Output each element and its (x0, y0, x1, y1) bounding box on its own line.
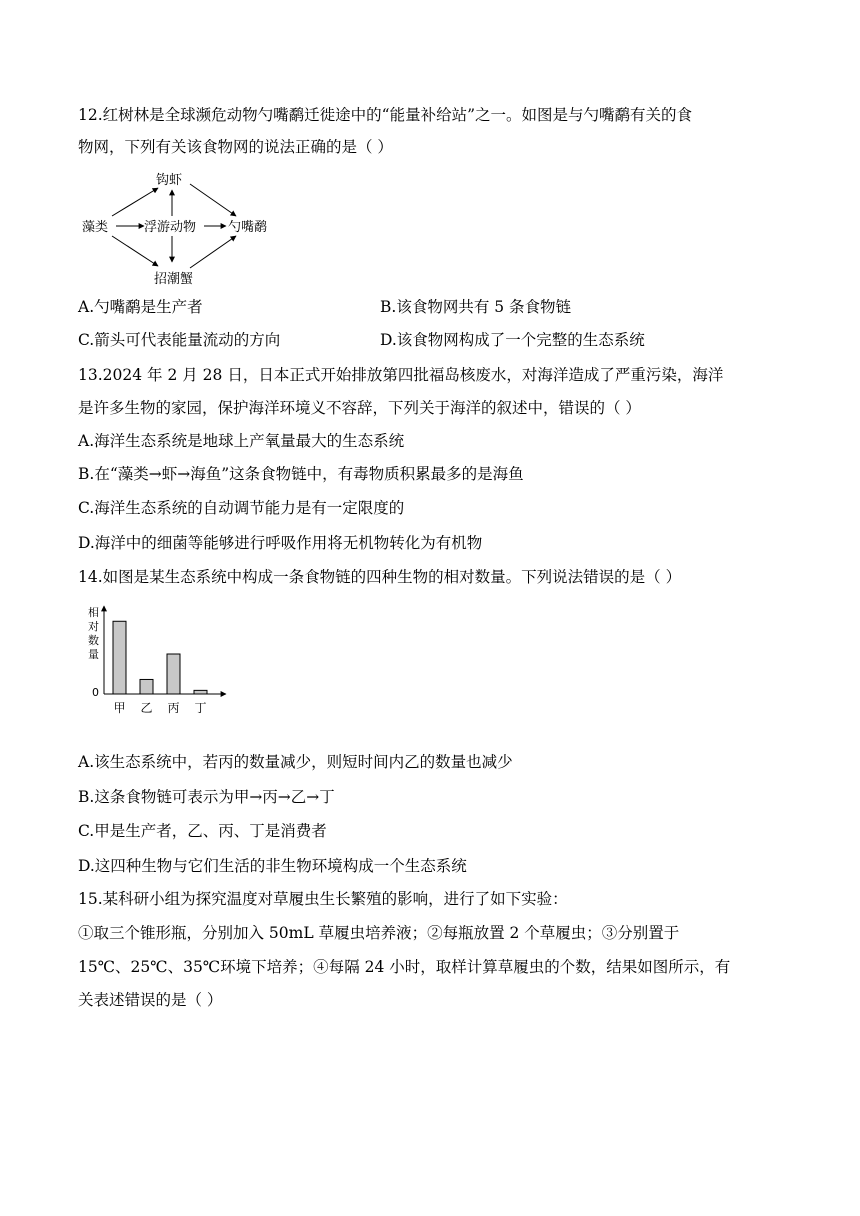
q14-option-b: B.这条食物链可表示为甲→丙→乙→丁 (78, 788, 335, 806)
category-label-1: 甲 (113, 701, 126, 715)
arrow-algae-shrimp (112, 188, 158, 216)
q12-stem-line1: 12.红树林是全球濒危动物勺嘴鹬迁徙途中的“能量补给站”之一。如图是与勺嘴鹬有关的食 (78, 106, 693, 124)
category-label-3: 丙 (167, 701, 180, 715)
category-label-2: 乙 (140, 701, 153, 715)
food-web-diagram (76, 166, 296, 292)
q14-option-a: A.该生态系统中，若丙的数量减少，则短时间内乙的数量也减少 (78, 753, 513, 771)
origin-label: 0 (92, 686, 99, 699)
q13-option-b: B.在“藻类→虾→海鱼”这条食物链中，有毒物质积累最多的是海鱼 (78, 465, 524, 483)
node-crab: 招潮蟹 (154, 272, 194, 287)
y-axis-label-char-4: 量 (88, 648, 99, 661)
node-plankton: 浮游动物 (144, 220, 197, 235)
y-axis-label-char-3: 数 (88, 634, 99, 647)
node-shrimp: 钩虾 (156, 173, 183, 188)
q12-stem-line2: 物网，下列有关该食物网的说法正确的是（ ） (78, 138, 393, 156)
arrow-algae-crab (112, 236, 158, 266)
q13-stem-line1: 13.2024 年 2 月 28 日，日本正式开始排放第四批福岛核废水，对海洋造成了严重污染，海洋 (78, 366, 724, 384)
q14-option-c: C.甲是生产者，乙、丙、丁是消费者 (78, 822, 327, 840)
q14-option-d: D.这四种生物与它们生活的非生物环境构成一个生态系统 (78, 857, 467, 875)
q15-stem-line2: ①取三个锥形瓶，分别加入 50mL 草履虫培养液；②每瓶放置 2 个草履虫；③分别置于 (78, 924, 680, 942)
relative-quantity-bar-chart (80, 600, 240, 718)
q12-option-b: B.该食物网共有 5 条食物链 (380, 298, 572, 316)
bar-3 (167, 654, 180, 694)
node-algae: 藻类 (82, 220, 109, 235)
category-label-4: 丁 (194, 701, 207, 715)
q13-stem-line2: 是许多生物的家园，保护海洋环境义不容辞，下列关于海洋的叙述中，错误的（ ） (78, 399, 641, 417)
q15-stem-line4: 关表述错误的是（ ） (78, 991, 223, 1009)
q14-stem: 14.如图是某生态系统中构成一条食物链的四种生物的相对数量。下列说法错误的是（ ） (78, 568, 682, 586)
q13-option-a: A.海洋生态系统是地球上产氧量最大的生态系统 (78, 432, 405, 450)
q12-option-c: C.箭头可代表能量流动的方向 (78, 331, 281, 349)
node-bird: 勺嘴鹬 (228, 220, 268, 235)
q15-stem-line1: 15.某科研小组为探究温度对草履虫生长繁殖的影响，进行了如下实验： (78, 890, 568, 908)
arrow-shrimp-bird (190, 184, 236, 216)
q15-stem-line3: 15℃、25℃、35℃环境下培养；④每隔 24 小时，取样计算草履虫的个数，结果如图所示，有 (78, 958, 731, 976)
q13-option-c: C.海洋生态系统的自动调节能力是有一定限度的 (78, 499, 405, 517)
bar-1 (113, 621, 126, 694)
bar-2 (140, 679, 153, 694)
y-axis-label-char-2: 对 (88, 620, 99, 633)
q13-option-d: D.海洋中的细菌等能够进行呼吸作用将无机物转化为有机物 (78, 534, 483, 552)
q12-option-d: D.该食物网构成了一个完整的生态系统 (380, 331, 645, 349)
q12-option-a: A.勺嘴鹬是生产者 (78, 298, 203, 316)
bar-4 (194, 690, 207, 694)
arrow-crab-bird (190, 236, 236, 268)
y-axis-label-char-1: 相 (88, 606, 99, 619)
